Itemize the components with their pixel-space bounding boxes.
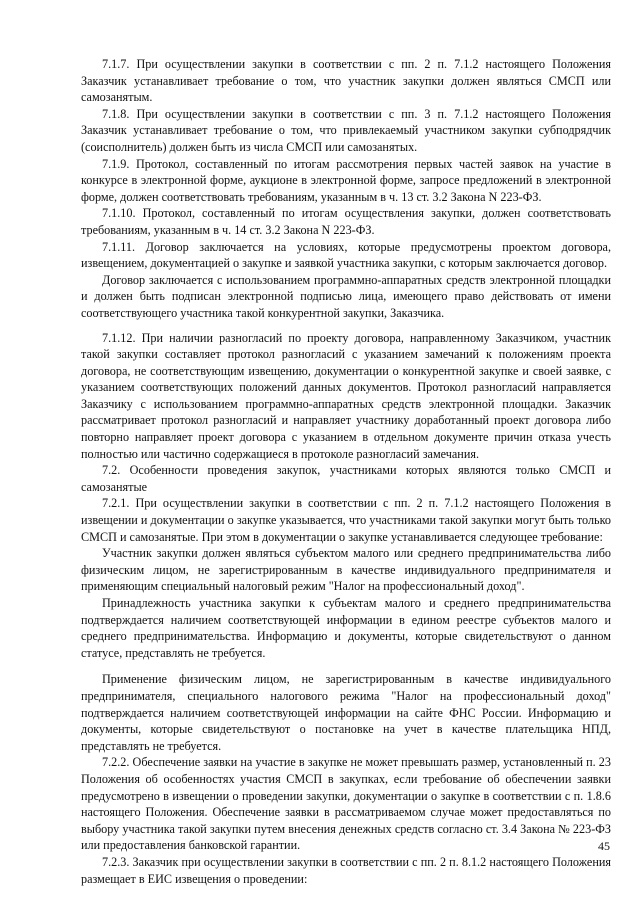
paragraph-7-1-9: 7.1.9. Протокол, составленный по итогам рассмотрения первых частей заявок на участие в конкурсе в электронной форме, аукционе в электронной форме, запросе предложений в электронной форме, должен соответствовать требованиям, указанным в ч. 13 ст. 3.2 Закона N 223-ФЗ. [81,156,611,204]
page-number: 45 [598,839,610,853]
paragraph-7-1-8: 7.1.8. При осуществлении закупки в соответствии с пп. 3 п. 7.1.2 настоящего Положения Заказчик устанавливает требование о том, что привлекаемый участником закупки субподрядчик (соисполнитель) должен быть из числа СМСП или самозанятых. [81,106,611,154]
paragraph-7-2-3: 7.2.3. Заказчик при осуществлении закупки в соответствии с пп. 2 п. 8.1.2 настоящего Положения размещает в ЕИС извещения о проведении: [81,854,611,886]
paragraph-smsp-confirmation: Принадлежность участника закупки к субъектам малого и среднего предпринимательства подтверждается наличием соответствующей информации в едином реестре субъектов малого и среднего предпринимательства. Информацию и документы, которые свидетельствуют о данном статусе, представлять не требуется. [81,596,611,660]
paragraph-7-1-11-contract-signing: Договор заключается с использованием программно-аппаратных средств электронной площадки и должен быть подписан электронной подписью лица, имеющего право действовать от имени соответствующего участника такой конкурентной закупки, Заказчика. [81,272,611,320]
paragraph-7-2-2: 7.2.2. Обеспечение заявки на участие в закупке не может превышать размер, установленный п. 23 Положения об особенностях участия СМСП в закупках, если требование об обеспечении заявки предусмотрено в извещении о проведении закупки, документации о закупке в соответствии с п. 1.8.6 настоящего Положения. Обеспечение заявки в рассматриваемом случае может предоставляться по выбору участника такой закупки путем внесения денежных средств согласно ст. 3.4 Закона № 223-ФЗ или предоставления банковской гарантии. [81,755,611,853]
paragraph-participant-requirement: Участник закупки должен являться субъектом малого или среднего предпринимательства либо физическим лицом, не зарегистрированным в качестве индивидуального предпринимателя и применяющим специальный налоговый режим "Налог на профессиональный доход". [81,546,611,594]
paragraph-npd-confirmation: Применение физическим лицом, не зарегистрированным в качестве индивидуального предпринимателя, специального налогового режима "Налог на профессиональный доход" подтверждается наличием соответствующей информации на сайте ФНС России. Информацию и документы, которые свидетельствуют о постановке на учет в качестве плательщика НПД, представлять не требуется. [81,672,611,753]
paragraph-7-1-12: 7.1.12. При наличии разногласий по проекту договора, направленному Заказчиком, участник такой закупки составляет протокол разногласий с указанием замечаний к положениям проекта договора, не соответствующим извещению, документации о конкурентной закупке и своей заявке, с указанием соответствующих положений данных документов. Протокол разногласий направляется Заказчику с использованием программно-аппаратных средств электронной площадки. Заказчик рассматривает протокол разногласий и направляет участнику доработанный проект договора либо повторно направляет проект договора с указанием в отдельном документе причин отказа учесть полностью или частично содержащиеся в протоколе разногласий замечания. [81,330,611,461]
paragraph-7-1-7: 7.1.7. При осуществлении закупки в соответствии с пп. 2 п. 7.1.2 настоящего Положения Заказчик устанавливает требование о том, что участник закупки должен являться СМСП или самозанятым. [81,57,611,105]
section-heading-7-2: 7.2. Особенности проведения закупок, участниками которых являются только СМСП и самозанятые [81,463,611,494]
paragraph-7-1-11: 7.1.11. Договор заключается на условиях, которые предусмотрены проектом договора, извещением, документацией о закупке и заявкой участника закупки, с которым заключается договор. [81,239,611,271]
paragraph-7-2-1: 7.2.1. При осуществлении закупки в соответствии с пп. 2 п. 7.1.2 настоящего Положения в извещении и документации о закупке указывается, что участниками такой закупки могут быть только СМСП и самозанятые. При этом в документации о закупке устанавливается следующее требование: [81,496,611,544]
document-body [81,56,611,887]
paragraph-7-1-10: 7.1.10. Протокол, составленный по итогам осуществления закупки, должен соответствовать требованиям, указанным в ч. 14 ст. 3.2 Закона N 223-ФЗ. [81,206,611,237]
